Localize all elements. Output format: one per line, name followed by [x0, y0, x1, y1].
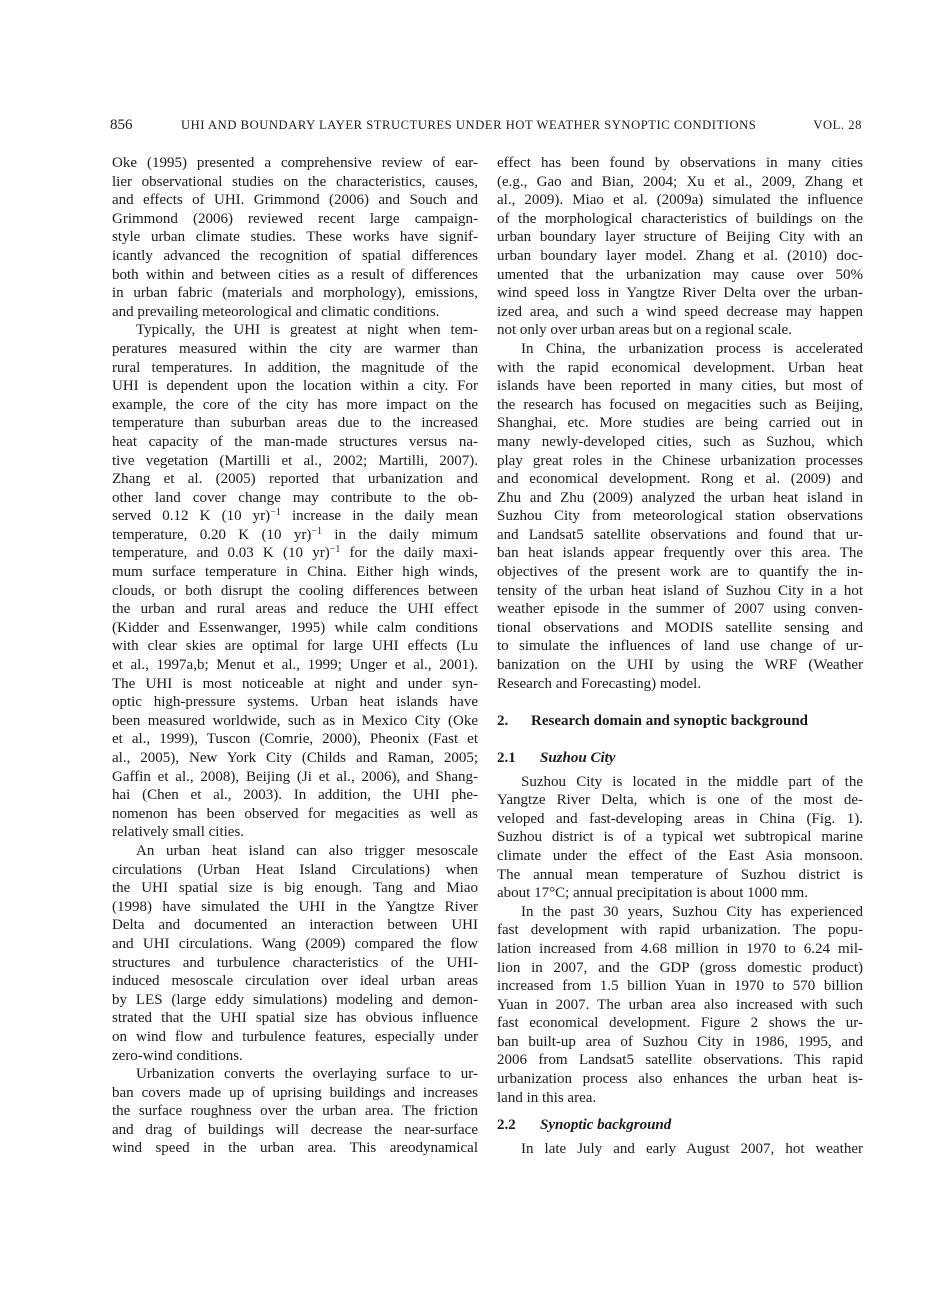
paragraph — [112, 1065, 478, 1158]
running-header — [110, 116, 862, 134]
text-line: example, the core of the city has more impact on the — [112, 396, 478, 413]
text-line: play great roles in the Chinese urbanization processes — [497, 452, 863, 469]
text-line: et al., 1997a,b; Menut et al., 1999; Unger et al., 2001). — [112, 657, 478, 674]
text-line: the UHI spatial size is big enough. Tang and Miao — [112, 880, 478, 897]
text-line: and prevailing meteorological and climatic conditions. — [112, 303, 440, 320]
section-number: 2.1 — [497, 749, 516, 766]
text-line: clouds, or both disrupt the cooling differences between — [112, 582, 478, 599]
text-line: many newly-developed cities, such as Suzhou, which — [497, 433, 863, 450]
text-line: relatively small cities. — [112, 824, 245, 841]
text-line: other land cover change may contribute to the ob- — [112, 489, 478, 506]
text-line: the research has focused on megacities such as Beijing, — [497, 396, 863, 413]
text-line: urban boundary layer structure of Beijing City with an — [497, 229, 863, 246]
text-line: lation increased from 4.68 million in 1970 to 6.24 mil- — [497, 940, 863, 957]
text-line: Gaffin et al., 2008), Beijing (Ji et al., 2006), and Shang- — [112, 768, 478, 785]
text-line: by LES (large eddy simulations) modeling and demon- — [112, 991, 478, 1008]
text-line: strated that the UHI spatial size has obvious influence — [112, 1010, 478, 1027]
paragraph — [497, 903, 863, 1108]
superscript: −1 — [311, 525, 322, 537]
text-line: An urban heat island can also trigger mesoscale — [136, 842, 478, 859]
subsection-heading — [497, 749, 863, 768]
text-line: fast development with rapid urbanization. The popu- — [497, 922, 863, 939]
text-line: Suzhou district is of a typical wet subtropical marine — [497, 829, 863, 846]
text-line: al., 2009). Miao et al. (2009a) simulated the influence — [497, 192, 863, 209]
text-line: weather episode in the summer of 2007 using conven- — [497, 601, 863, 618]
left-column — [112, 154, 478, 1158]
text-span: served 0.12 K (10 yr) — [112, 508, 271, 525]
text-line: mum surface temperature in China. Either high winds, — [112, 564, 478, 581]
text-line: veloped and fast-developing areas in China (Fig. 1). — [497, 810, 863, 827]
paragraph — [497, 340, 863, 693]
text-line: heat capacity of the man-made structures versus na- — [112, 433, 478, 450]
text-line: about 17°C; annual precipitation is about 1000 mm. — [497, 885, 808, 902]
text-span: for the daily maxi- — [340, 545, 478, 562]
text-line: and UHI circulations. Wang (2009) compared the flow — [112, 935, 478, 952]
text-line: and economical development. Rong et al. (2009) and — [497, 471, 863, 488]
text-line: both within and between cities as a result of differences — [112, 266, 478, 283]
text-line: Research and Forecasting) model. — [497, 675, 702, 692]
text-line: been measured worldwide, such as in Mexico City (Oke — [112, 712, 478, 729]
text-line: lier observational studies on the characteristics, causes, — [112, 173, 478, 190]
text-line: to simulate the influences of land use change of ur- — [497, 638, 863, 655]
running-title: UHI AND BOUNDARY LAYER STRUCTURES UNDER HOT WEATHER SYNOPTIC CONDITIONS — [181, 118, 757, 132]
text-line: Oke (1995) presented a comprehensive review of ear- — [112, 155, 478, 171]
section-title: Synoptic background — [540, 1116, 672, 1133]
text-line: (Kidder and Essenwanger, 1995) while calm conditions — [112, 619, 478, 636]
volume-label: VOL. 28 — [813, 118, 862, 132]
text-line: land in this area. — [497, 1089, 597, 1106]
text-line: of the morphological characteristics of buildings on the — [497, 210, 863, 227]
text-span: temperature, and 0.03 K (10 yr) — [112, 545, 330, 562]
text-line: ban covers made up of uprising buildings and increases — [112, 1084, 478, 1101]
text-line: ban heat islands appear frequently over this area. The — [497, 545, 863, 562]
text-line: temperature than suburban areas due to the increased — [112, 415, 478, 432]
text-line: Urbanization converts the overlaying surface to ur- — [136, 1066, 478, 1083]
text-line: in urban fabric (materials and morphology), emissions, — [112, 285, 478, 302]
text-line: with the rapid economical development. Urban heat — [497, 359, 863, 376]
page-number: 856 — [110, 117, 133, 133]
text-span: in the daily mimum — [321, 526, 478, 543]
text-line: rural temperatures. In addition, the magnitude of the — [112, 359, 478, 376]
text-line: the surface roughness over the urban area. The friction — [112, 1103, 478, 1120]
text-line: (e.g., Gao and Bian, 2004; Xu et al., 2009, Zhang et — [497, 173, 863, 190]
text-line: The annual mean temperature of Suzhou district is — [497, 866, 863, 883]
paragraph — [497, 1140, 863, 1159]
text-line: In the past 30 years, Suzhou City has experienced — [521, 903, 863, 920]
text-line: Yuan in 2007. The urban area also increased with such — [497, 996, 863, 1013]
text-line: The UHI is most noticeable at night and under syn- — [112, 675, 478, 692]
text-line: wind speed in the urban area. This areodynamical — [112, 1140, 478, 1157]
text-line: urban boundary layer model. Zhang et al. (2010) doc- — [497, 247, 863, 264]
text-line: tional observations and MODIS satellite sensing and — [497, 619, 863, 636]
text-line: Suzhou City from meteorological station observations — [497, 508, 863, 525]
text-line: induced mesoscale circulation over ideal urban areas — [112, 973, 478, 990]
text-line: on wind flow and turbulence features, especially under — [112, 1028, 478, 1045]
text-line: Zhang et al. (2005) reported that urbanization and — [112, 471, 478, 488]
text-line: with clear skies are optimal for large UHI effects (Lu — [112, 638, 478, 655]
text-line: zero-wind conditions. — [112, 1047, 243, 1064]
text-line — [112, 544, 478, 563]
text-line: Yangtze River Delta, which is one of the most de- — [497, 792, 863, 809]
text-line: and drag of buildings will decrease the near-surface — [112, 1121, 478, 1138]
text-line: structures and turbulence characteristics of the UHI- — [112, 954, 478, 971]
text-line: style urban climate studies. These works have signif- — [112, 229, 478, 246]
text-line: circulations (Urban Heat Island Circulations) when — [112, 861, 478, 878]
text-line: In China, the urbanization process is accelerated — [521, 340, 863, 357]
text-line: al., 2005), New York City (Childs and Raman, 2005; — [112, 750, 478, 766]
text-line: nomenon has been observed for megacities as well as — [112, 805, 478, 822]
text-line — [112, 507, 478, 526]
text-span: temperature, 0.20 K (10 yr) — [112, 526, 312, 543]
text-line: effect has been found by observations in many cities — [497, 155, 863, 171]
superscript: −1 — [270, 507, 281, 519]
superscript: −1 — [329, 544, 341, 556]
text-line: Typically, the UHI is greatest at night when tem- — [136, 322, 478, 339]
text-line: islands have been reported in many cities, but most of — [497, 378, 863, 395]
text-line: Shanghai, etc. More studies are being carried out in — [497, 415, 863, 432]
text-line: urbanization process also enhances the urban heat is- — [497, 1071, 863, 1088]
right-column — [497, 154, 863, 1158]
text-line: et al., 1999), Tuscon (Comrie, 2000), Pheonix (Fast et — [112, 731, 478, 748]
text-line: hai (Chen et al., 2003). In addition, the UHI phe- — [112, 787, 478, 804]
text-line: climate under the effect of the East Asia monsoon. — [497, 847, 863, 864]
text-line: Grimmond (2006) reviewed recent large campaign- — [112, 210, 478, 227]
text-line: UHI is dependent upon the location within a city. For — [112, 378, 478, 395]
text-line: fast economical development. Figure 2 shows the ur- — [497, 1015, 863, 1032]
text-line: icantly advanced the recognition of spatial differences — [112, 247, 478, 264]
text-line: umented that the urbanization may cause over 50% — [497, 266, 863, 283]
section-number: 2. — [497, 712, 509, 729]
paragraph — [112, 842, 478, 1065]
paragraph — [112, 154, 478, 321]
text-line: Zhu and Zhu (2009) analyzed the urban heat island in — [497, 489, 863, 506]
text-line: Suzhou City is located in the middle part of the — [521, 773, 863, 790]
text-line: lion in 2007, and the GDP (gross domestic product) — [497, 959, 863, 976]
paragraph — [497, 773, 863, 903]
text-line: (1998) have simulated the UHI in the Yangtze River — [112, 898, 478, 915]
text-line: not only over urban areas but on a regional scale. — [497, 322, 792, 339]
text-line: and effects of UHI. Grimmond (2006) and Souch and — [112, 192, 478, 209]
text-line: ban built-up area of Suzhou City in 1986, 1995, and — [497, 1033, 863, 1050]
text-line: the urban and rural areas and reduce the UHI effect — [112, 601, 478, 618]
text-line: peratures measured within the city are warmer than — [112, 340, 478, 357]
paragraph — [112, 321, 478, 842]
text-line: Delta and documented an interaction between UHI — [112, 917, 478, 934]
text-line: banization on the UHI by using the WRF (Weather — [497, 657, 863, 674]
text-line: tive vegetation (Martilli et al., 2002; Martilli, 2007). — [112, 452, 478, 469]
text-line: tensity of the urban heat island of Suzhou City in a hot — [497, 582, 863, 599]
section-heading — [497, 712, 863, 731]
text-line: and Landsat5 satellite observations and found that ur- — [497, 526, 863, 543]
text-line: ized area, and such a wind speed decrease may happen — [497, 303, 863, 320]
text-line: optic high-pressure systems. Urban heat islands have — [112, 694, 478, 711]
text-line: increased from 1.5 billion Yuan in 1970 to 570 billion — [497, 978, 863, 995]
text-line: wind speed loss in Yangtze River Delta over the urban- — [497, 285, 863, 302]
text-line: 2006 from Landsat5 satellite observations. This rapid — [497, 1052, 863, 1069]
section-number: 2.2 — [497, 1116, 516, 1133]
text-line — [112, 526, 478, 545]
subsection-heading — [497, 1116, 863, 1135]
text-line: In late July and early August 2007, hot weather — [521, 1140, 863, 1157]
text-line: objectives of the present work are to quantify the in- — [497, 564, 863, 581]
section-title: Suzhou City — [540, 749, 616, 766]
text-span: increase in the daily mean — [280, 508, 479, 525]
section-title: Research domain and synoptic background — [531, 712, 809, 729]
paragraph — [497, 154, 863, 340]
